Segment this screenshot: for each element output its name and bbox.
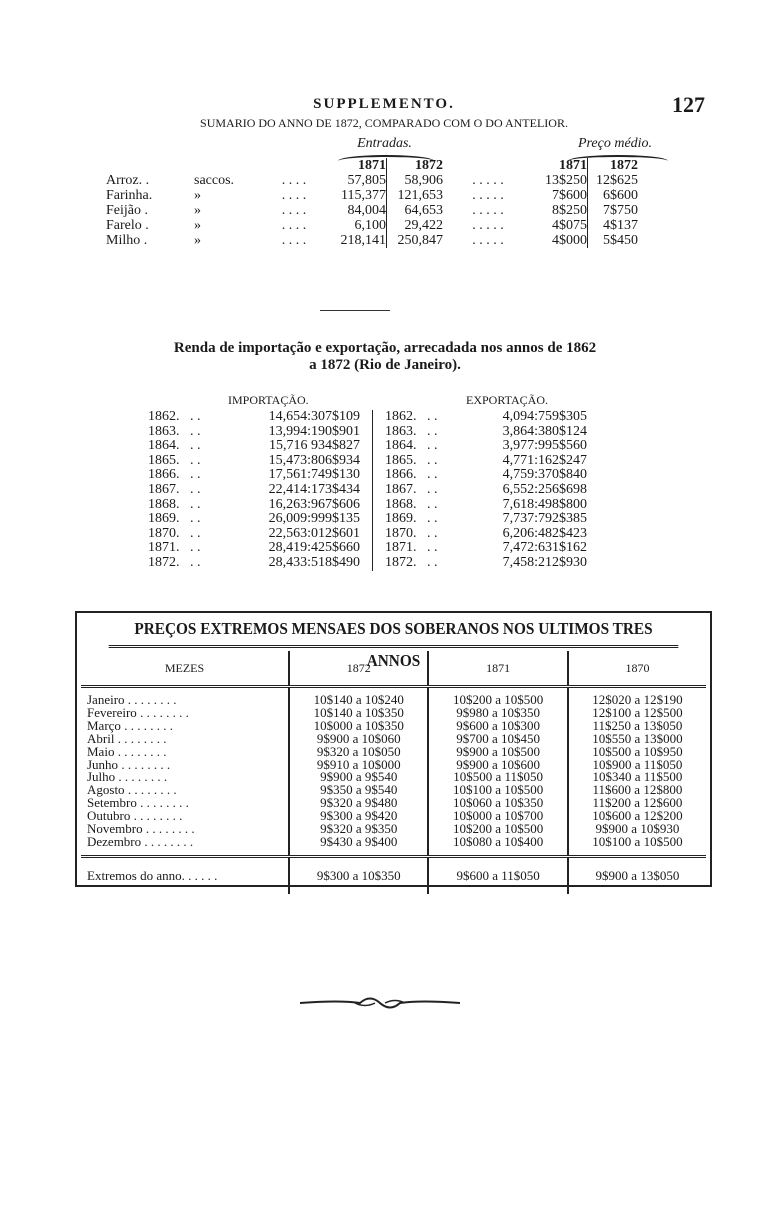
leader-dots: . . . .	[281, 218, 307, 233]
year: 1866.	[373, 468, 428, 483]
month: Março	[87, 717, 121, 733]
cell-e1871: 115,377	[341, 188, 386, 203]
leader-dots: . . . .	[281, 173, 307, 188]
cell-y1872: 9$430 a 9$400	[289, 836, 428, 849]
year: 1870.	[148, 525, 180, 541]
cell-y1871: 10$500 a 11$050	[428, 771, 567, 784]
table-row	[148, 498, 587, 513]
import-value: 17,561:749$130	[268, 467, 360, 483]
cell-y1870: 11$200 a 12$600	[568, 797, 706, 810]
cell-y1870: 10$500 a 10$950	[568, 746, 706, 759]
cell-p1872: 7$750	[588, 203, 639, 218]
cell-y1870: 9$900 a 10$930	[568, 823, 706, 836]
year: 1872.	[148, 554, 180, 570]
import-value: 15,473:806$934	[268, 452, 360, 468]
cell-e1871: 84,004	[347, 203, 386, 218]
import-label: IMPORTAÇÃO.	[228, 393, 309, 407]
cell-p1871: 4$000	[552, 233, 587, 248]
year: 1871.	[148, 540, 180, 556]
cell-y1871: 9$900 a 10$600	[428, 759, 567, 772]
export-value: 4,094:759$305	[502, 409, 587, 424]
section-divider	[320, 310, 390, 311]
cell-p1871: 4$075	[552, 218, 587, 233]
leader-dots: . .	[427, 467, 438, 483]
leader-dots: . .	[427, 525, 438, 541]
cell-item: Milho .	[106, 233, 148, 248]
leader-dots: . .	[190, 423, 201, 439]
cell-item: Farinha.	[106, 188, 153, 203]
leader-dots: . . . . .	[472, 218, 504, 233]
precos-table	[81, 651, 706, 894]
cell-y1871: 9$980 a 10$350	[428, 707, 567, 720]
year: 1864.	[373, 439, 428, 454]
cell-item: Feijão .	[106, 203, 148, 218]
year: 1872.	[373, 556, 428, 571]
month-cell	[81, 833, 289, 849]
year: 1862.	[373, 410, 428, 425]
cell-e1872: 250,847	[387, 233, 444, 248]
year: 1866.	[148, 467, 180, 483]
year: 1868.	[148, 496, 180, 512]
leader-dots: . . . . .	[472, 173, 504, 188]
cell-unit: »	[194, 203, 201, 218]
precos-table-box	[75, 611, 712, 887]
preco-heading: Preço médio.	[577, 136, 653, 151]
renda-title-line: a 1872 (Rio de Janeiro).	[309, 357, 461, 373]
leader-dots: . . . . . . . .	[136, 704, 189, 720]
page-number: 127	[672, 92, 705, 117]
cell-e1872: 121,653	[387, 188, 444, 203]
cell-y1870: 10$900 a 11$050	[568, 759, 706, 772]
year: 1864.	[148, 438, 180, 454]
cell-y1871: 10$100 a 10$500	[428, 784, 567, 797]
month: Agosto	[87, 782, 125, 798]
leader-dots: . .	[190, 452, 201, 468]
cell-y1870: 12$020 a 12$190	[568, 694, 706, 707]
year-header: 1871	[358, 158, 386, 173]
cell-item: Farelo .	[106, 218, 149, 233]
export-value: 7,618:498$800	[502, 496, 587, 512]
export-value: 4,759:370$840	[502, 467, 587, 483]
column-header: 1870	[568, 651, 706, 687]
leader-dots: . .	[190, 511, 201, 527]
year: 1865.	[148, 452, 180, 468]
cell-y1870: 10$600 a 12$200	[568, 810, 706, 823]
month: Junho	[87, 756, 119, 772]
cell-y1872: 9$320 a 9$350	[289, 823, 428, 836]
running-title: SUPPLEMENTO.	[313, 96, 455, 112]
table-row	[106, 173, 638, 188]
leader-dots: . . . .	[281, 188, 307, 203]
cell-unit: saccos.	[194, 173, 235, 188]
cell-y1872: 9$900 a 9$540	[289, 771, 428, 784]
cell-p1872: 5$450	[588, 233, 639, 248]
leader-dots: . .	[427, 438, 438, 454]
cell-y1871: 9$700 a 10$450	[428, 733, 567, 746]
table-row	[106, 188, 638, 203]
leader-dots: . . . . . . . .	[141, 833, 194, 849]
cell-unit: »	[194, 233, 201, 248]
table-row	[148, 410, 587, 425]
cell-e1872: 29,422	[387, 218, 444, 233]
cell-e1871: 57,805	[347, 173, 386, 188]
leader-dots: . . . . .	[472, 188, 504, 203]
cell-p1872: 4$137	[588, 218, 639, 233]
year: 1862.	[148, 409, 180, 424]
month: Abril	[87, 730, 115, 746]
leader-dots: . . . . . . . .	[130, 808, 183, 824]
export-value: 6,552:256$698	[502, 481, 587, 497]
cell-y1870: 10$550 a 13$000	[568, 733, 706, 746]
cell: 9$600 a 11$050	[428, 856, 567, 894]
cell-y1870: 10$100 a 10$500	[568, 836, 706, 849]
cell-y1871: 9$600 a 10$300	[428, 720, 567, 733]
import-value: 26,009:999$135	[268, 511, 360, 527]
leader-dots: . .	[190, 438, 201, 454]
sumario-title: SUMARIO DO ANNO DE 1872, COMPARADO COM O DO ANTELIOR.	[200, 116, 568, 130]
leader-dots: . .	[190, 481, 201, 497]
leader-dots: . . . . .	[472, 203, 504, 218]
cell-e1871: 6,100	[354, 218, 386, 233]
cell-y1872: 9$900 a 10$060	[289, 733, 428, 746]
month: Julho	[87, 769, 116, 785]
table-row	[148, 512, 587, 527]
cell-y1872: 9$320 a 10$050	[289, 746, 428, 759]
cell-y1871: 9$900 a 10$500	[428, 746, 567, 759]
month: Janeiro	[87, 692, 125, 707]
month: Outubro	[87, 808, 131, 824]
cell-y1871: 10$000 a 10$700	[428, 810, 567, 823]
leader-dots: . . . . .	[472, 233, 504, 248]
leader-dots: . . . . . . . .	[142, 821, 195, 837]
year-header: 1872	[588, 158, 639, 173]
year: 1863.	[373, 425, 428, 440]
cell-e1872: 64,653	[387, 203, 444, 218]
leader-dots: . .	[190, 409, 201, 424]
import-value: 22,563:012$601	[268, 525, 360, 541]
sumario-table	[106, 158, 638, 248]
leader-dots: . .	[427, 409, 438, 424]
leader-dots: . . . . . . . .	[118, 756, 171, 772]
table-row	[106, 203, 638, 218]
export-label: EXPORTAÇÃO.	[466, 393, 548, 407]
cell-y1870: 11$600 a 12$800	[568, 784, 706, 797]
leader-dots: . . . . . . . .	[124, 692, 177, 707]
month: Novembro	[87, 821, 143, 837]
cell: 9$300 a 10$350	[289, 856, 428, 894]
year: 1865.	[373, 454, 428, 469]
table-row	[106, 233, 638, 248]
import-value: 16,263:967$606	[268, 496, 360, 512]
leader-dots: . . . .	[281, 233, 307, 248]
table-row	[148, 468, 587, 483]
leader-dots: . .	[190, 467, 201, 483]
footer-label: Extremos do anno. . . . . .	[81, 856, 289, 894]
cell-y1870: 11$250 a 13$050	[568, 720, 706, 733]
cell-y1871: 10$200 a 10$500	[428, 823, 567, 836]
year: 1871.	[373, 541, 428, 556]
year: 1869.	[373, 512, 428, 527]
leader-dots: . . . .	[281, 203, 307, 218]
cell-y1871: 10$060 a 10$350	[428, 797, 567, 810]
import-value: 22,414:173$434	[268, 481, 360, 497]
precos-title: PREÇOS EXTREMOS MENSAES DOS SOBERANOS NOS ULTIMOS TRES ANNOS	[109, 613, 679, 648]
year: 1863.	[148, 423, 180, 439]
leader-dots: . .	[427, 423, 438, 439]
import-value: 28,419:425$660	[268, 540, 360, 556]
import-value: 14,654:307$109	[268, 409, 360, 424]
cell-y1872: 9$320 a 9$480	[289, 797, 428, 810]
leader-dots: . .	[427, 540, 438, 556]
leader-dots: . .	[190, 525, 201, 541]
year-header: 1872	[387, 158, 444, 173]
month: Dezembro	[87, 833, 142, 849]
renda-table	[148, 410, 587, 571]
month: Fevereiro	[87, 704, 137, 720]
leader-dots: . . . . . . . .	[114, 730, 167, 746]
table-row	[81, 836, 706, 849]
cell-unit: »	[194, 188, 201, 203]
cell-y1872: 10$140 a 10$240	[289, 694, 428, 707]
year: 1868.	[373, 498, 428, 513]
leader-dots: . . . . . . . .	[115, 769, 168, 785]
cell: 9$900 a 13$050	[568, 856, 706, 894]
cell-y1872: 9$300 a 9$420	[289, 810, 428, 823]
export-value: 4,771:162$247	[502, 452, 587, 468]
table-row	[148, 454, 587, 469]
column-header: MEZES	[81, 651, 289, 687]
table-row	[148, 425, 587, 440]
column-header: 1871	[428, 651, 567, 687]
leader-dots: . .	[427, 511, 438, 527]
leader-dots: . . . . . . . .	[120, 717, 173, 733]
leader-dots: . .	[427, 554, 438, 570]
import-value: 28,433:518$490	[268, 554, 360, 570]
leader-dots: . . . . . . . .	[114, 743, 167, 759]
leader-dots: . . . . . . . .	[124, 782, 177, 798]
table-row	[148, 541, 587, 556]
leader-dots: . .	[427, 452, 438, 468]
month: Setembro	[87, 795, 137, 811]
cell-y1872: 9$910 a 10$000	[289, 759, 428, 772]
cell-item: Arroz. .	[106, 173, 150, 188]
year: 1870.	[373, 527, 428, 542]
export-value: 7,458:212$930	[502, 554, 587, 570]
leader-dots: . .	[427, 496, 438, 512]
export-value: 6,206:482$423	[502, 525, 587, 541]
cell-y1872: 10$140 a 10$350	[289, 707, 428, 720]
cell-p1871: 13$250	[545, 173, 587, 188]
column-header: 1872	[289, 651, 428, 687]
leader-dots: . . . . . . . .	[136, 795, 189, 811]
cell-y1871: 10$200 a 10$500	[428, 694, 567, 707]
cell-e1871: 218,141	[340, 233, 386, 248]
cell-y1870: 12$100 a 12$500	[568, 707, 706, 720]
cell-y1871: 10$080 a 10$400	[428, 836, 567, 849]
leader-dots: . .	[427, 481, 438, 497]
month: Maio	[87, 743, 115, 759]
table-row	[148, 556, 587, 571]
cell-y1872: 10$000 a 10$350	[289, 720, 428, 733]
table-row	[106, 218, 638, 233]
cell-p1871: 8$250	[552, 203, 587, 218]
cell-y1870: 10$340 a 11$500	[568, 771, 706, 784]
table-row	[148, 439, 587, 454]
year: 1867.	[373, 483, 428, 498]
import-value: 13,994:190$901	[268, 423, 360, 439]
leader-dots: . .	[190, 540, 201, 556]
leader-dots: . .	[190, 554, 201, 570]
table-row-extremos	[81, 856, 706, 894]
cell-y1872: 9$350 a 9$540	[289, 784, 428, 797]
cell-e1872: 58,906	[387, 173, 444, 188]
export-value: 7,472:631$162	[502, 540, 587, 556]
year: 1867.	[148, 481, 180, 497]
table-row	[148, 527, 587, 542]
renda-title	[60, 340, 710, 374]
entradas-heading: Entradas.	[357, 136, 412, 151]
import-value: 15,716 934$827	[269, 438, 360, 454]
export-value: 7,737:792$385	[502, 511, 587, 527]
renda-title-line: Renda de importação e exportação, arrecadada nos annos de 1862	[173, 340, 597, 356]
table-row	[148, 483, 587, 498]
year: 1869.	[148, 511, 180, 527]
leader-dots: . .	[190, 496, 201, 512]
cell-unit: »	[194, 218, 201, 233]
cell-p1872: 6$600	[588, 188, 639, 203]
cell-p1872: 12$625	[588, 173, 639, 188]
export-value: 3,864:380$124	[502, 423, 587, 439]
export-value: 3,977:995$560	[502, 438, 587, 454]
ornament-icon	[300, 990, 460, 1016]
cell-p1871: 7$600	[552, 188, 587, 203]
year-header: 1871	[559, 158, 587, 173]
